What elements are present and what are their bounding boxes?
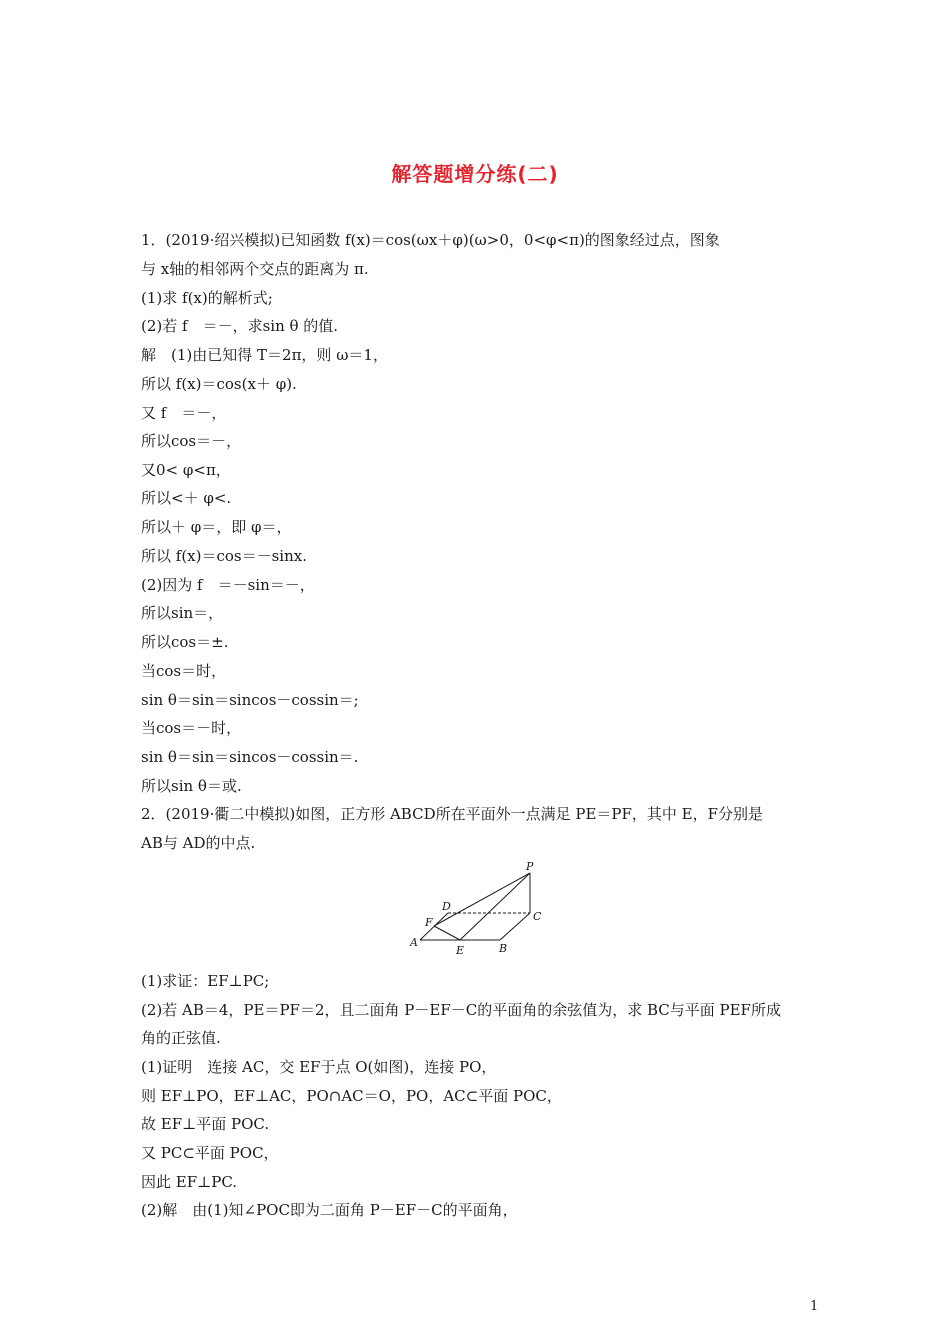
line-21: 2．(2019·衢二中模拟)如图，正方形 ABCD所在平面外一点满足 PE＝PF，其中 E，F分别是 <box>141 805 764 823</box>
line-15: 所以cos＝±. <box>141 633 229 651</box>
line-5: 解 (1)由已知得 T＝2π，则 ω＝1， <box>141 346 388 364</box>
label-D: D <box>442 900 451 913</box>
line-9: 又0< φ<π， <box>141 461 231 479</box>
label-E: E <box>456 944 465 957</box>
line-7: 又 f ＝－， <box>141 404 227 422</box>
edge-PE <box>460 873 530 940</box>
line-28: 故 EF⊥平面 POC. <box>141 1115 270 1133</box>
line-13: (2)因为 f ＝－sin＝－， <box>141 576 315 594</box>
line-23: (1)求证：EF⊥PC; <box>141 972 270 990</box>
line-10: 所以<＋ φ<. <box>141 489 232 507</box>
label-P: P <box>526 860 534 873</box>
line-3: (1)求 f(x)的解析式; <box>141 289 273 307</box>
line-12: 所以 f(x)＝cos＝－sinx. <box>141 547 307 565</box>
label-F: F <box>425 916 433 929</box>
label-C: C <box>533 910 542 923</box>
label-B: B <box>499 942 508 955</box>
line-19: sin θ＝sin＝sincos－cossin＝. <box>141 748 359 766</box>
line-8: 所以cos＝－， <box>141 432 242 450</box>
line-31: (2)解 由(1)知∠POC即为二面角 P－EF－C的平面角， <box>141 1201 518 1219</box>
line-24: (2)若 AB＝4，PE＝PF＝2，且二面角 P－EF－C的平面角的余弦值为，求 BC与平面 PEF所成 <box>141 1001 781 1019</box>
line-22: AB与 AD的中点. <box>141 834 256 852</box>
line-29: 又 PC⊂平面 POC， <box>141 1144 279 1162</box>
edge-FE <box>434 926 460 940</box>
line-2: 与 x轴的相邻两个交点的距离为 π. <box>141 260 369 278</box>
line-11: 所以＋ φ＝，即 φ＝， <box>141 518 292 536</box>
line-6: 所以 f(x)＝cos(x＋ φ). <box>141 375 297 393</box>
line-20: 所以sin θ＝或. <box>141 777 242 795</box>
label-A: A <box>410 936 418 949</box>
line-30: 因此 EF⊥PC. <box>141 1173 238 1191</box>
line-4: (2)若 f ＝－，求sin θ 的值. <box>141 317 339 335</box>
line-27: 则 EF⊥PO，EF⊥AC，PO∩AC＝O，PO，AC⊂平面 POC， <box>141 1087 562 1105</box>
line-25: 角的正弦值. <box>141 1029 221 1047</box>
line-14: 所以sin＝， <box>141 604 224 622</box>
line-17: sin θ＝sin＝sincos－cossin＝; <box>141 691 359 709</box>
line-26: (1)证明 连接 AC，交 EF于点 O(如图)，连接 PO， <box>141 1058 497 1076</box>
page-number: 1 <box>810 1299 819 1314</box>
line-16: 当cos＝时， <box>141 662 227 680</box>
pyramid-figure <box>400 858 560 958</box>
line-1: 1．(2019·绍兴模拟)已知函数 f(x)＝cos(ωx＋φ)(ω>0，0<φ<π)的图象经过点，图象 <box>141 231 720 249</box>
page-title: 解答题增分练(二) <box>391 162 559 186</box>
edge-BC <box>500 913 530 940</box>
line-18: 当cos＝－时， <box>141 719 242 737</box>
